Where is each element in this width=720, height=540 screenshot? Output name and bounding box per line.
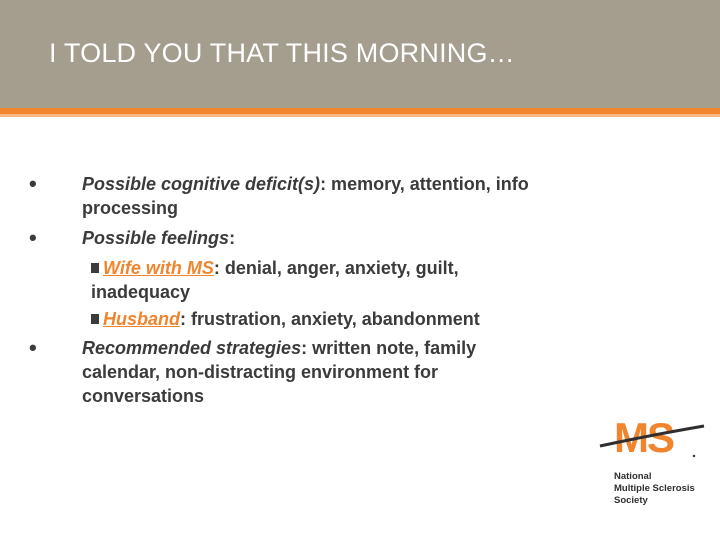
bullet-text: : written note, family calendar, non-distracting environment for conversations	[82, 338, 477, 406]
slide-header	[0, 0, 720, 108]
logo-line-3: Society	[614, 495, 648, 506]
subitem-lead: Wife with MS	[103, 258, 214, 278]
header-accent-stripe-light	[0, 114, 720, 117]
subitem-lead: Husband	[103, 309, 181, 329]
logo-line-1: National	[614, 471, 652, 482]
bullet-recommended-strategies	[29, 335, 552, 408]
subitem-text: : frustration, anxiety, abandonment	[180, 309, 480, 329]
logo-line-2: Multiple Sclerosis	[614, 483, 695, 494]
bullet-possible-feelings	[29, 225, 552, 250]
bullet-dot-icon: •	[29, 225, 37, 250]
subitem-text: : denial, anger, anxiety, guilt, inadequacy	[91, 258, 459, 302]
logo-text	[614, 471, 695, 507]
bullet-cognitive-deficits	[29, 171, 552, 220]
bullet-dot-icon: •	[29, 171, 37, 196]
bullet-text: : memory, attention, info processing	[82, 174, 529, 218]
subitem-wife	[91, 256, 541, 304]
bullet-text: :	[229, 228, 236, 248]
slide-title: I TOLD YOU THAT THIS MORNING…	[49, 38, 515, 68]
bullet-lead: Recommended strategies	[82, 338, 302, 358]
square-bullet-icon	[91, 314, 99, 324]
logo-mark: MS	[614, 414, 673, 461]
square-bullet-icon	[91, 263, 99, 273]
bullet-dot-icon: •	[29, 335, 37, 360]
bullet-lead: Possible cognitive deficit(s)	[82, 174, 321, 194]
subitem-husband	[91, 307, 541, 331]
logo-trademark-icon	[693, 455, 695, 457]
bullet-lead: Possible feelings	[82, 228, 230, 248]
